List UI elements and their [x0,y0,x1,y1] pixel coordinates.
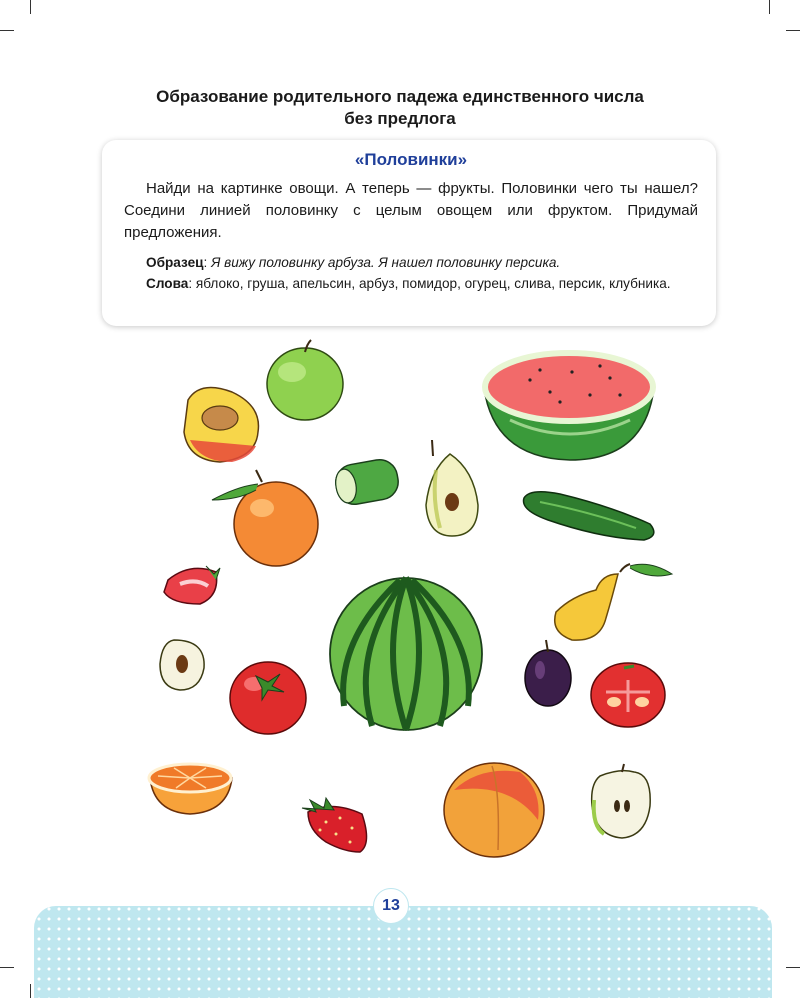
example-text: Я вижу половинку арбуза. Я нашел половинку персика. [211,255,561,270]
crop-mark [786,30,800,31]
footer-band [34,906,772,998]
orange-half [149,764,232,814]
crop-mark [769,0,770,14]
page-title-line1: Образование родительного падежа единственного числа [156,87,644,106]
example-line: Образец: Я вижу половинку арбуза. Я нашел половинку персика. [146,255,561,270]
task-instructions: Найди на картинке овощи. А теперь — фрукты. Половинки чего ты нашел? Соедини линией половинку с целым овощем или фруктом. Придумай предложения. [124,180,698,241]
example-label: Образец [146,255,204,270]
orange-whole [212,470,318,566]
page-number: 13 [373,888,409,924]
fruit-illustration [0,330,800,870]
tomato-whole [230,662,306,734]
crop-mark [786,967,800,968]
crop-mark [0,967,14,968]
page-title-line2: без предлога [344,109,456,128]
strawberry-half [164,566,220,604]
task-card [102,140,716,326]
tomato-half [591,663,665,727]
words-line: Слова: яблоко, груша, апельсин, арбуз, помидор, огурец, слива, персик, клубника. [146,276,671,291]
cucumber-half [333,457,401,507]
crop-mark [30,0,31,14]
apple-green-whole [267,340,343,420]
task-title: «Половинки» [354,150,468,169]
crop-mark [30,984,31,998]
pear-whole [555,564,672,640]
crop-mark [0,30,14,31]
words-label: Слова [146,276,189,291]
cucumber-whole [524,492,654,540]
plum-whole [525,640,571,706]
apple-half [160,640,204,690]
peach-whole [444,763,544,857]
apple-cut [592,764,651,838]
page-title [0,86,800,130]
pear-half [426,440,478,536]
strawberry-whole [302,798,367,852]
watermelon-whole [330,578,482,730]
watermelon-half [484,353,654,460]
words-text: яблоко, груша, апельсин, арбуз, помидор, огурец, слива, персик, клубника. [195,276,671,291]
peach-half [184,388,258,463]
